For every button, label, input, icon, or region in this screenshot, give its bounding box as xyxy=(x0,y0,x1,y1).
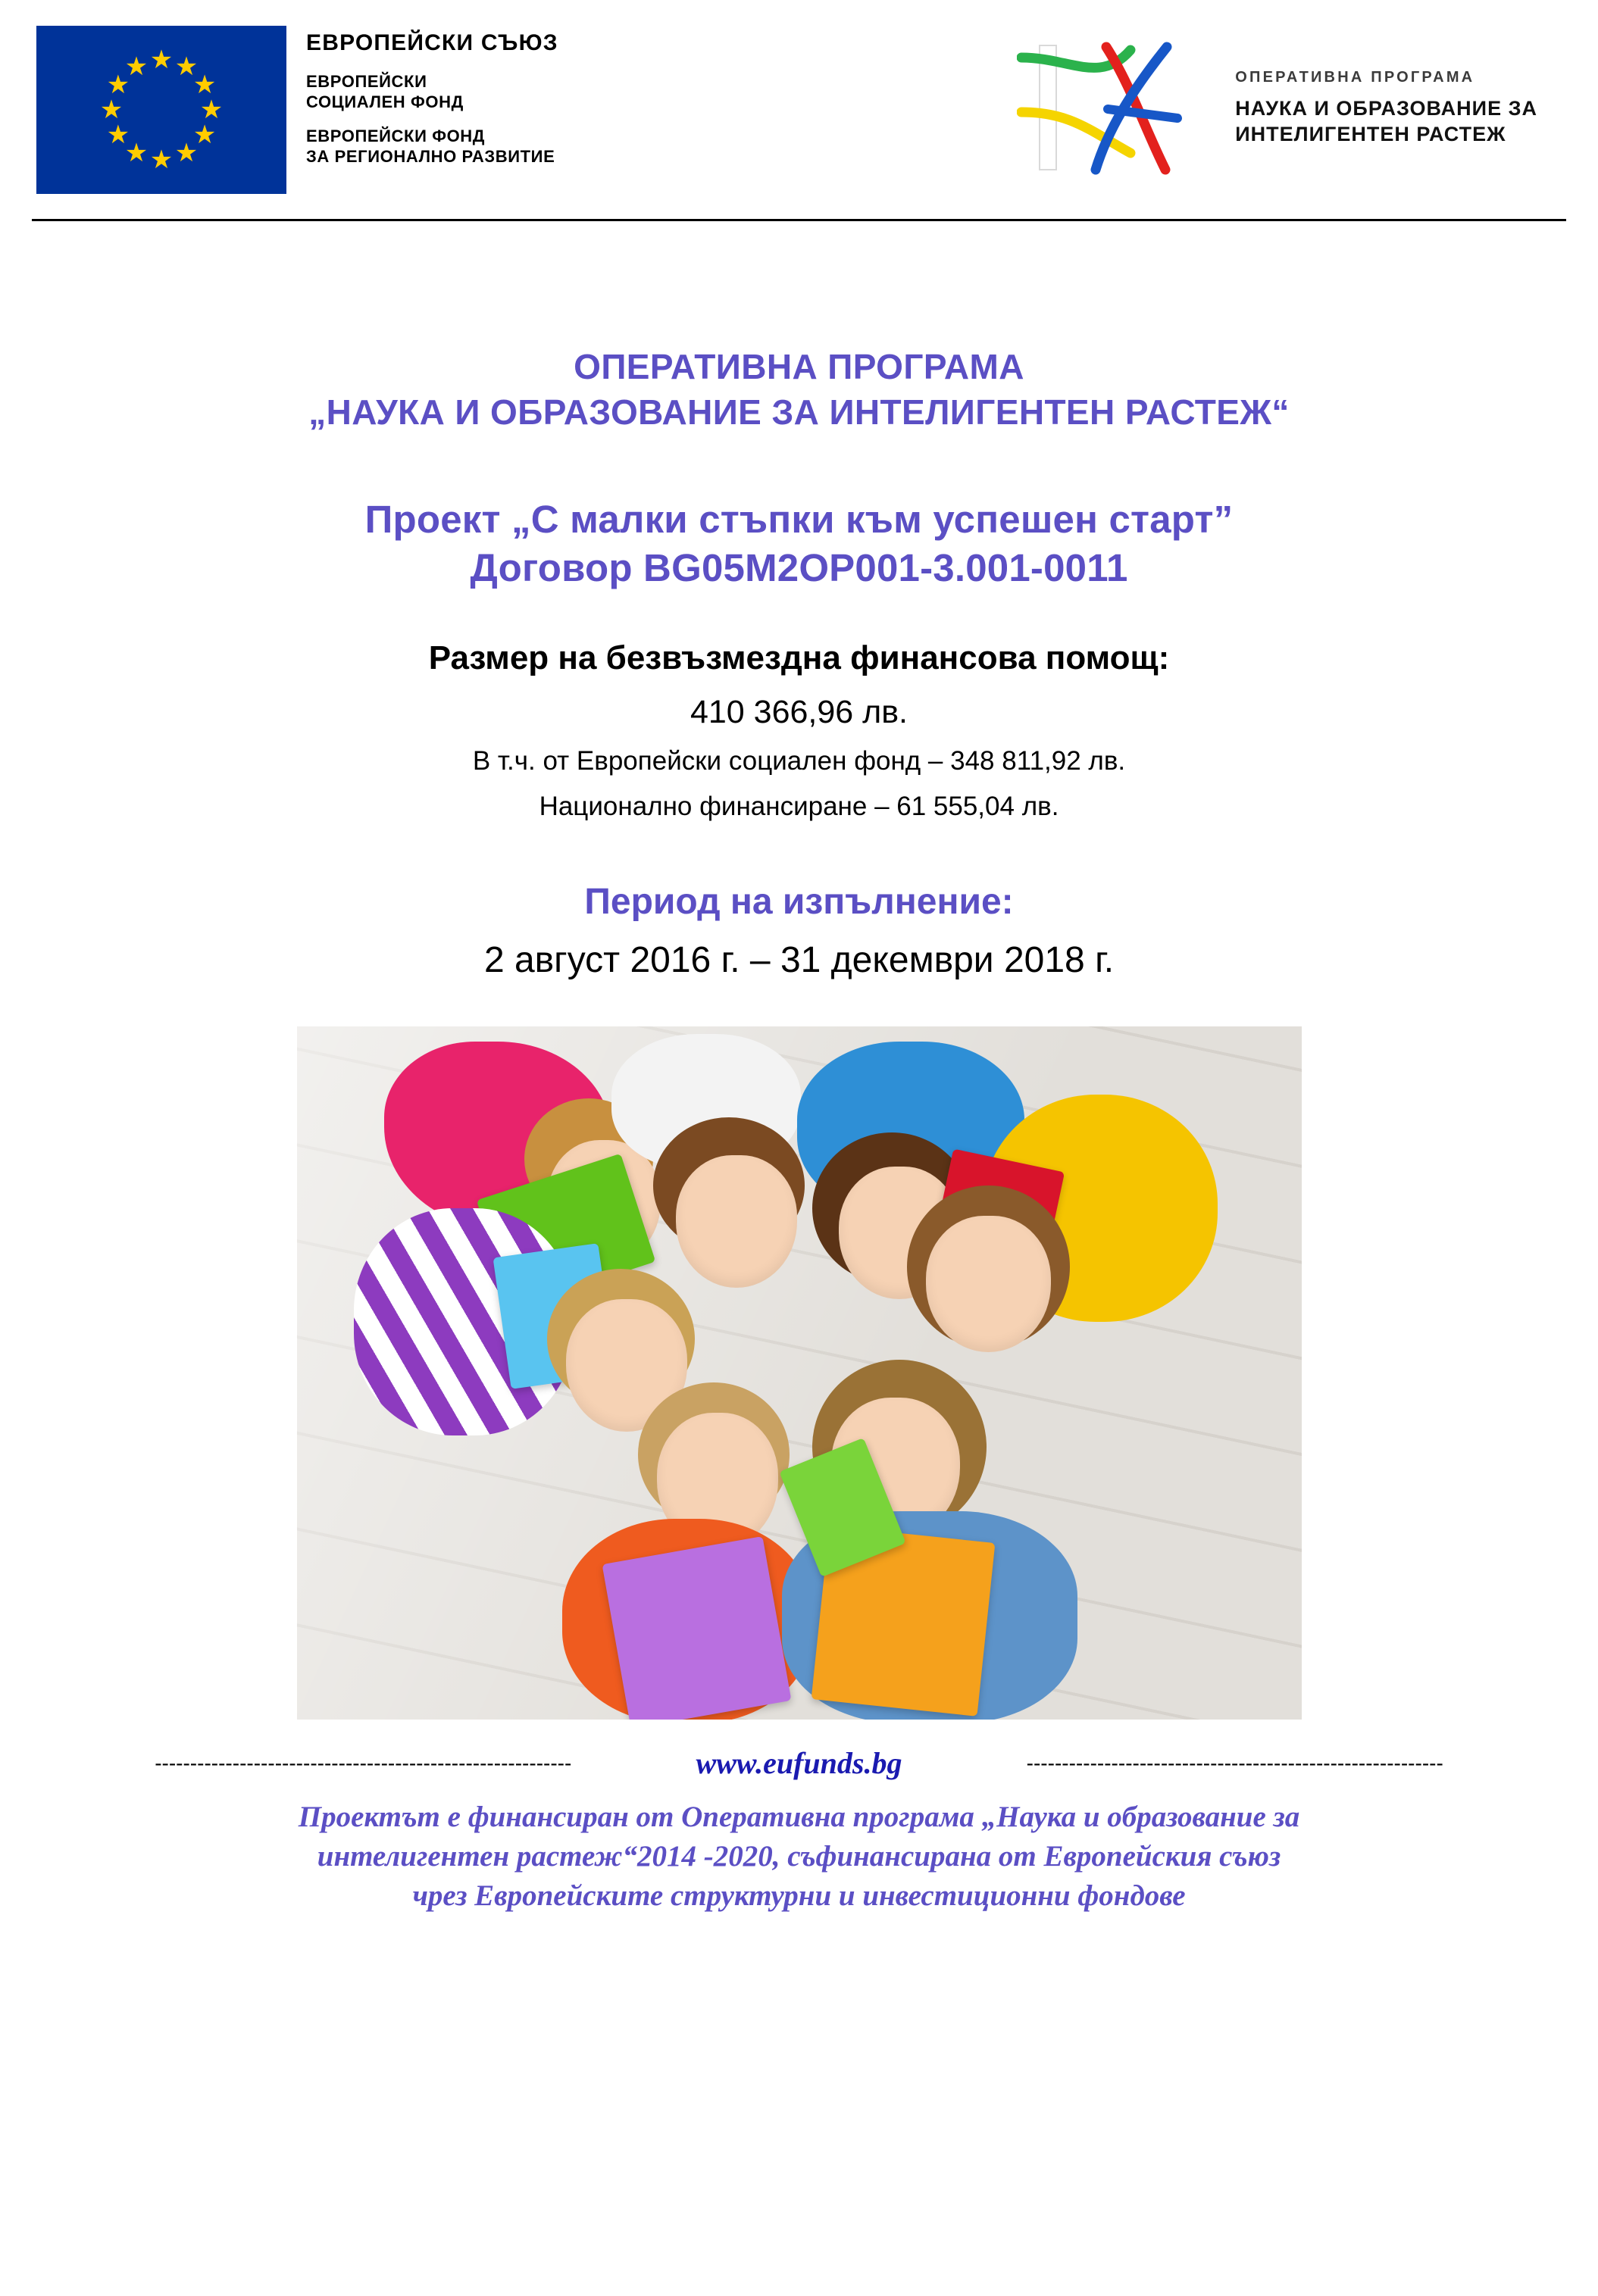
dashes-right: ----------------------------------------------------------- xyxy=(1026,1751,1443,1775)
eu-star-icon: ★ xyxy=(192,120,217,149)
eu-union-label: ЕВРОПЕЙСКИ СЪЮЗ xyxy=(306,30,558,55)
grant-amount-label: Размер на безвъзмездна финансова помощ: xyxy=(428,639,1170,676)
eu-star-icon: ★ xyxy=(124,52,149,81)
eu-star-icon: ★ xyxy=(149,45,174,74)
eu-social-fund-label: ЕВРОПЕЙСКИ СОЦИАЛЕН ФОНД xyxy=(306,72,464,111)
eu-star-icon: ★ xyxy=(124,139,149,168)
eufunds-website-link[interactable]: www.eufunds.bg xyxy=(696,1746,902,1780)
book-purple xyxy=(602,1536,791,1720)
grant-amount-value: 410 366,96 лв. xyxy=(690,694,908,730)
op-science-education-logo-icon xyxy=(1017,39,1214,176)
eu-star-icon: ★ xyxy=(174,139,199,168)
eu-funds-text xyxy=(306,26,558,167)
grant-esf-line: В т.ч. от Европейски социален фонд – 348 811,92 лв. xyxy=(472,746,1126,776)
document-body xyxy=(0,344,1598,1720)
eu-regional-fund-label: ЕВРОПЕЙСКИ ФОНД ЗА РЕГИОНАЛНО РАЗВИТИЕ xyxy=(306,127,555,166)
op-program-block xyxy=(1017,26,1553,176)
op-program-text xyxy=(1235,69,1537,147)
eu-star-icon: ★ xyxy=(192,70,217,99)
eu-star-icon: ★ xyxy=(174,52,199,81)
period-label: Период на изпълнение: xyxy=(584,882,1014,922)
document-footer xyxy=(0,1745,1598,1931)
grant-national-line: Национално финансиране – 61 555,04 лв. xyxy=(539,792,1059,821)
eu-star-icon: ★ xyxy=(199,95,224,124)
child-face-2 xyxy=(676,1155,797,1288)
document-header xyxy=(0,0,1598,221)
program-title: ОПЕРАТИВНА ПРОГРАМА „НАУКА И ОБРАЗОВАНИЕ ЗА ИНТЕЛИГЕНТЕН РАСТЕЖ“ xyxy=(308,347,1290,432)
eu-flag-icon xyxy=(36,26,286,194)
website-row xyxy=(41,1745,1557,1781)
period-value: 2 август 2016 г. – 31 декември 2018 г. xyxy=(483,940,1115,980)
dashes-left: ----------------------------------------------------------- xyxy=(155,1751,572,1775)
eu-star-icon: ★ xyxy=(106,70,130,99)
eu-emblem-block xyxy=(36,26,558,194)
op-program-big-label: НАУКА И ОБРАЗОВАНИЕ ЗА ИНТЕЛИГЕНТЕН РАСТЕЖ xyxy=(1235,96,1537,145)
op-program-small-label: ОПЕРАТИВНА ПРОГРАМА xyxy=(1235,68,1475,86)
funding-disclaimer: Проектът е финансиран от Оперативна програма „Наука и образование за интелигентен растеж“2014 -2020, съфинансирана от Европейския съюз чрез Европейските структурни и инвестиционни фондове xyxy=(298,1801,1300,1912)
eu-star-icon: ★ xyxy=(99,95,124,124)
child-face-4 xyxy=(926,1216,1051,1352)
children-photo xyxy=(297,1026,1302,1720)
header-divider xyxy=(32,219,1566,221)
eu-star-icon: ★ xyxy=(106,120,130,149)
eu-star-icon: ★ xyxy=(149,145,174,174)
header-logos-row xyxy=(36,26,1553,194)
project-title: Проект „С малки стъпки към успешен старт” Договор BG05M2OP001-3.001-0011 xyxy=(364,498,1234,589)
